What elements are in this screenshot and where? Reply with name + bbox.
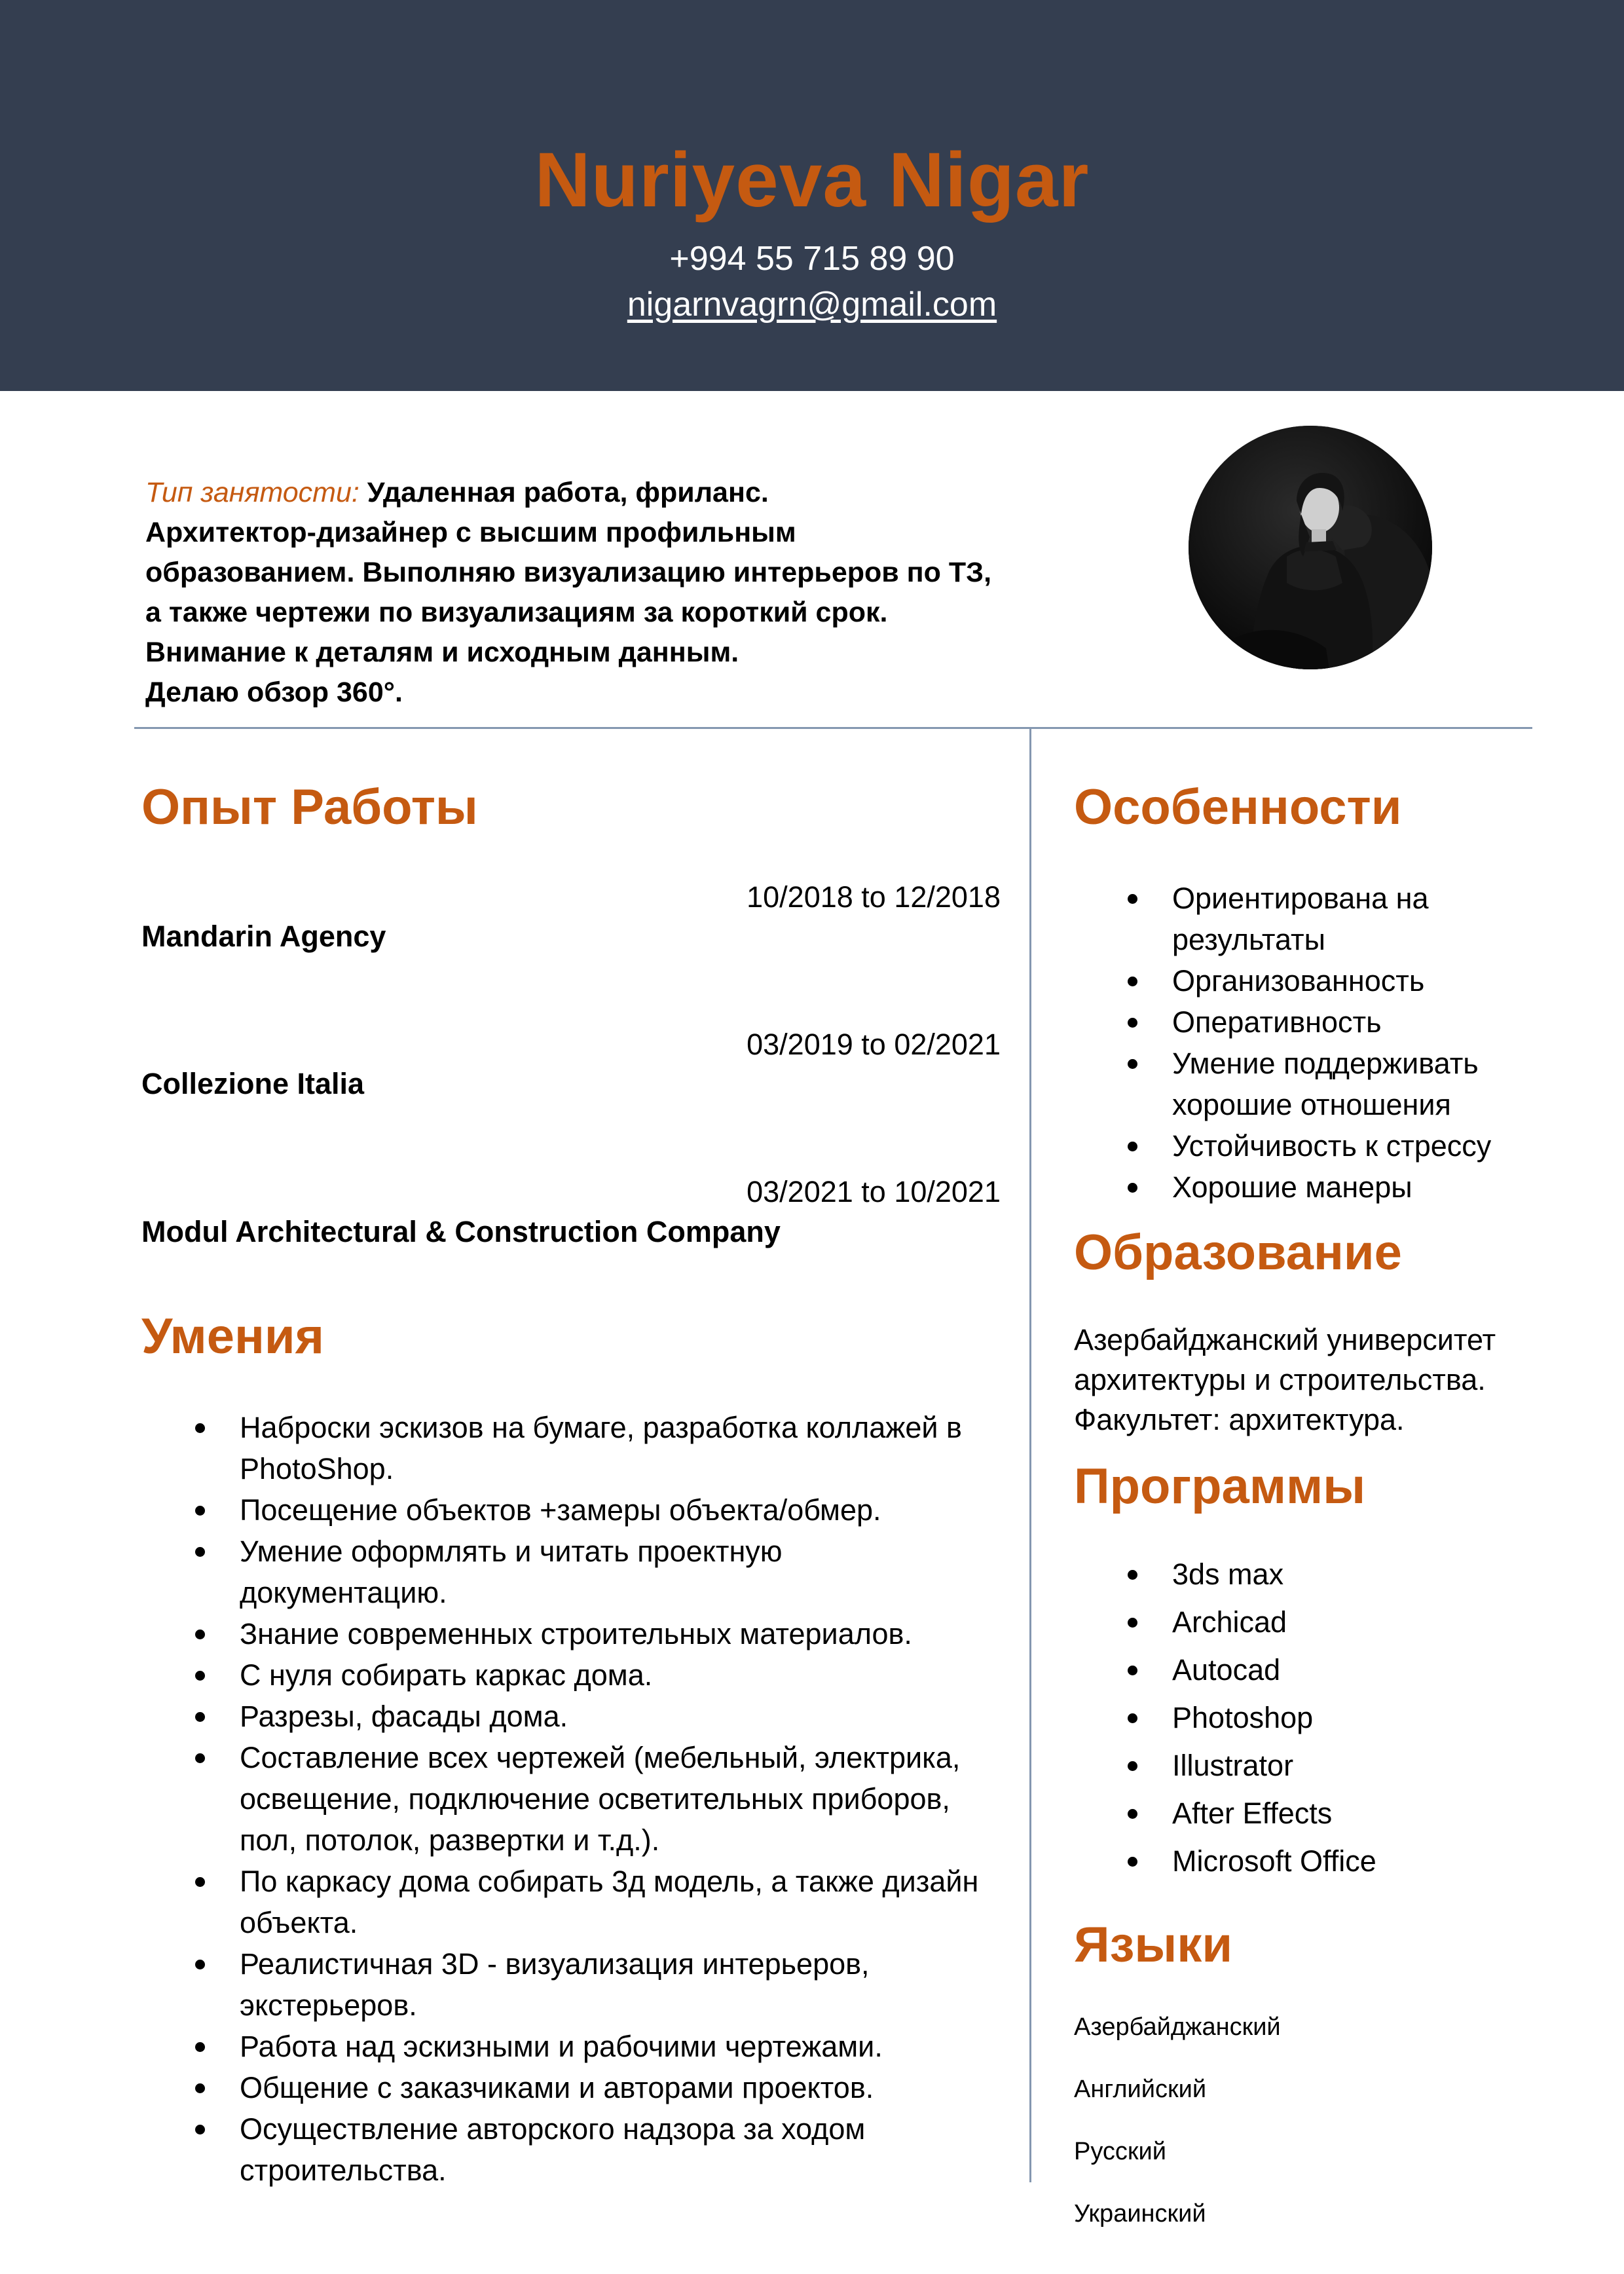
job-date-1: 03/2019 to 02/2021: [747, 1028, 1001, 1061]
list-item: Умение поддерживать хорошие отношения: [1172, 1043, 1539, 1125]
languages-title: Языки: [1074, 1917, 1233, 1973]
education-title: Образование: [1074, 1225, 1402, 1280]
list-item: Устойчивость к стрессу: [1172, 1125, 1539, 1166]
programs-list: [1172, 1554, 1539, 1888]
list-item: 3ds max: [1172, 1554, 1539, 1595]
language-3: Украинский: [1074, 2200, 1206, 2227]
list-item: Посещение объектов +замеры объекта/обмер.: [240, 1489, 1012, 1531]
job-company-0: Mandarin Agency: [141, 920, 386, 953]
list-item: Организованность: [1172, 960, 1539, 1001]
list-item: Осуществление авторского надзора за ходом строительства.: [240, 2108, 1012, 2191]
list-item: Оперативность: [1172, 1001, 1539, 1043]
list-item: After Effects: [1172, 1793, 1539, 1834]
list-item: По каркасу дома собирать 3д модель, а также дизайн объекта.: [240, 1861, 1012, 1943]
experience-title: Опыт Работы: [141, 779, 478, 835]
email-link[interactable]: nigarnvagrn@gmail.com: [627, 286, 997, 324]
summary-line-3: а также чертежи по визуализациям за короткий срок.: [145, 597, 888, 628]
skills-title: Умения: [141, 1309, 324, 1364]
job-date-0: 10/2018 to 12/2018: [747, 880, 1001, 914]
list-item: Знание современных строительных материалов.: [240, 1613, 1012, 1654]
list-item: Photoshop: [1172, 1697, 1539, 1738]
summary: [145, 473, 1062, 713]
list-item: Illustrator: [1172, 1745, 1539, 1786]
horizontal-divider: [134, 727, 1532, 729]
job-company-2: Modul Architectural & Construction Company: [141, 1215, 781, 1248]
list-item: Наброски эскизов на бумаге, разработка коллажей в PhotoShop.: [240, 1407, 1012, 1489]
list-item: Реалистичная 3D - визуализация интерьеров, экстерьеров.: [240, 1943, 1012, 2026]
job-company-1: Collezione Italia: [141, 1067, 365, 1100]
programs-title: Программы: [1074, 1459, 1366, 1514]
language-0: Азербайджанский: [1074, 2013, 1281, 2041]
list-item: Умение оформлять и читать проектную документацию.: [240, 1531, 1012, 1613]
list-item: Общение с заказчиками и авторами проектов.: [240, 2067, 1012, 2108]
features-title: Особенности: [1074, 779, 1402, 835]
list-item: Разрезы, фасады дома.: [240, 1696, 1012, 1737]
list-item: Microsoft Office: [1172, 1840, 1539, 1882]
summary-line-4: Внимание к деталям и исходным данным.: [145, 637, 739, 668]
summary-line-5: Делаю обзор 360°.: [145, 677, 403, 708]
list-item: Autocad: [1172, 1649, 1539, 1690]
list-item: Работа над эскизными и рабочими чертежами.: [240, 2026, 1012, 2067]
profile-photo-image: [1189, 426, 1432, 669]
education-text: Азербайджанский университет архитектуры и строительства. Факультет: архитектура.: [1074, 1323, 1496, 1436]
phone-number: +994 55 715 89 90: [669, 240, 955, 278]
summary-line-1: Архитектор-дизайнер с высшим профильным: [145, 517, 796, 548]
skills-list: [240, 1407, 1012, 2191]
email-line: [0, 283, 1624, 326]
profile-photo: [1189, 426, 1432, 669]
employment-type-label: Тип занятости:: [145, 477, 360, 508]
list-item: С нуля собирать каркас дома.: [240, 1654, 1012, 1696]
features-list: [1172, 878, 1539, 1208]
list-item: Archicad: [1172, 1601, 1539, 1643]
language-1: Английский: [1074, 2076, 1207, 2103]
job-date-2: 03/2021 to 10/2021: [747, 1175, 1001, 1208]
list-item: Составление всех чертежей (мебельный, электрика, освещение, подключение осветительных приборов, пол, потолок, развертки и т.д.).: [240, 1737, 1012, 1861]
summary-line-0: Удаленная работа, фриланс.: [359, 477, 769, 508]
summary-line-2: образованием. Выполняю визуализацию интерьеров по ТЗ,: [145, 557, 992, 588]
list-item: Хорошие манеры: [1172, 1166, 1539, 1208]
candidate-name: Nuriyeva Nigar: [534, 137, 1090, 223]
language-2: Русский: [1074, 2138, 1166, 2165]
vertical-divider: [1029, 728, 1031, 2182]
header-banner: [0, 0, 1624, 391]
list-item: Ориентирована на результаты: [1172, 878, 1539, 960]
